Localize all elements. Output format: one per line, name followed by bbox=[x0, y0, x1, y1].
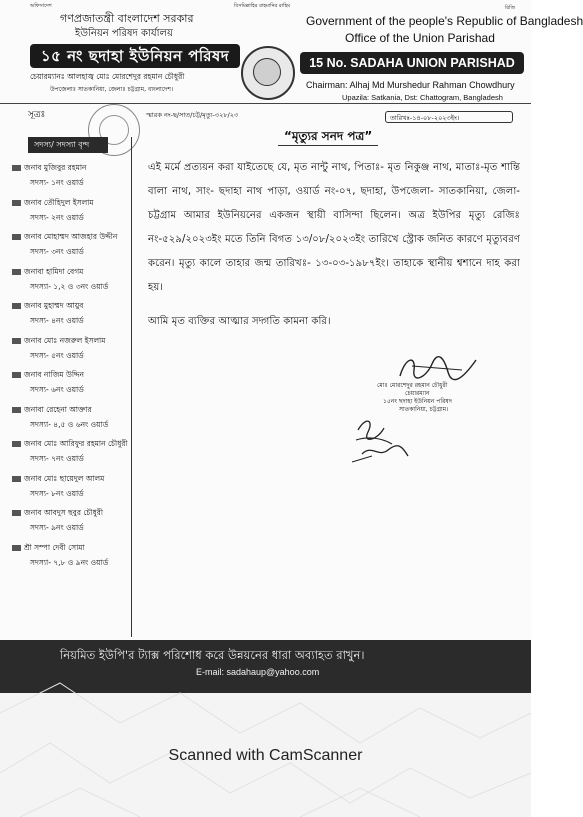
memo-number: স্মারক নং-ছ/সাত/চট্ট/মৃত্যু-৩২৮/২৩ bbox=[146, 111, 239, 119]
bullet-icon bbox=[12, 407, 21, 413]
member-name bbox=[12, 336, 105, 348]
member-name bbox=[12, 198, 94, 210]
member-entry bbox=[0, 198, 131, 233]
member-name-text: জনাব মোঃ নজরুল ইসলাম bbox=[24, 335, 106, 345]
member-name bbox=[12, 543, 85, 555]
member-name bbox=[12, 370, 84, 382]
certificate-closing: আমি মৃত ব্যক্তির আত্মার সদ্গতি কামনা করি। bbox=[148, 316, 331, 327]
member-name bbox=[12, 267, 83, 279]
member-ward: সদস্য- ৪নং ওয়ার্ড bbox=[30, 316, 84, 325]
member-name-text: জনাবা রেহেনা আক্তার bbox=[24, 404, 92, 414]
member-entry bbox=[0, 267, 131, 302]
member-name bbox=[12, 301, 83, 313]
member-entry bbox=[0, 508, 131, 543]
reference-label: সূত্রঃ bbox=[28, 110, 46, 120]
member-ward: সদস্য- ৯নং ওয়ার্ড bbox=[30, 523, 84, 532]
en-upazila-line: Upazila: Satkania, Dst: Chattogram, Bangladesh bbox=[342, 93, 503, 102]
member-name-text: শ্রী সম্পা দেবী সোমা bbox=[24, 542, 85, 552]
union-parishad-emblem-icon bbox=[241, 46, 295, 100]
member-name bbox=[12, 163, 87, 175]
bullet-icon bbox=[12, 338, 21, 344]
member-name bbox=[12, 232, 117, 244]
member-name-text: জনাব মোহাম্মদ আজহার উদ্দীন bbox=[24, 232, 118, 241]
certificate-body bbox=[148, 156, 520, 300]
members-list bbox=[0, 163, 131, 577]
member-entry bbox=[0, 543, 131, 578]
bn-office-title: ইউনিয়ন পরিষদ কার্যালয় bbox=[75, 28, 173, 39]
member-name-text: জনাব নাজিম উদ্দিন bbox=[24, 370, 84, 379]
member-name bbox=[12, 439, 128, 451]
member-name-text: জনাব মোঃ ছায়েদুল আলম bbox=[24, 473, 105, 483]
member-ward: সদস্যা- ৭,৮ ও ৯নং ওয়ার্ড bbox=[30, 557, 109, 567]
member-name bbox=[12, 508, 103, 520]
member-entry bbox=[0, 232, 131, 267]
signature-location: সাতকানিয়া, চট্টগ্রাম। bbox=[399, 406, 449, 413]
header-divider bbox=[0, 103, 531, 104]
member-entry bbox=[0, 439, 131, 474]
member-name bbox=[12, 405, 92, 417]
bullet-icon bbox=[12, 545, 21, 551]
issue-date: তারিখঃ-১৪-০৮-২০২৩ইং। bbox=[385, 111, 513, 123]
member-name-text: জনাব মুজিবুর রহমান bbox=[24, 163, 87, 172]
bullet-icon bbox=[12, 200, 21, 206]
bn-upazila-line: উপজেলাঃ সাতকানিয়া, জেলাঃ চট্টগ্রাম, বাংলাদেশ। bbox=[50, 86, 174, 93]
top-right-note: রিজি bbox=[505, 5, 516, 11]
member-name bbox=[12, 474, 104, 486]
member-entry bbox=[0, 370, 131, 405]
en-office-title: Office of the Union Parishad bbox=[345, 31, 495, 45]
member-ward: সদস্য- ৬নং ওয়ার্ড bbox=[30, 385, 84, 394]
certificate-body-text: এই মর্মে প্রত্যয়ন করা যাইতেছে যে, মৃত নান্টু নাথ, পিতাঃ- মৃত নিকুঞ্জ নাথ, মাতাঃ-মৃত শান্তি বালা নাথ, সাং- ছদাহা নাথ পাড়া, ওয়ার্ড নং-০৭, ছদাহা, উপজেলা- সাতকানিয়া, জেলা- চট্টগ্রাম আমার ইউনিয়নের একজন স্থায়ী বাসিন্দা ছিলেন। অত্র ইউপির মৃত্যু রেজিঃ নং-৫২৯/২০২৩ইং মতে তিনি বিগত ১৩/০৮/২০২৩ইং তারিখে স্ট্রোক জনিত কারণে মৃত্যুবরণ করেন। মৃত্যু কালে তাহার জন্ম তারিখঃ- ১৩-০৩-১৯৮৭ইং। তাহাকে স্থানীয় শ্বশানে দাহ করা হয়। bbox=[148, 162, 520, 293]
member-ward: সদস্য- ৮নং ওয়ার্ড bbox=[30, 488, 84, 498]
signature-union: ১৫নং ছদাহা ইউনিয়ন পরিষদ bbox=[383, 398, 452, 405]
member-entry bbox=[0, 163, 131, 198]
member-name-text: জনাবা হামিদা বেগম bbox=[24, 266, 84, 276]
members-header: সদস্য/ সদস্যা বৃন্দ bbox=[28, 137, 108, 153]
member-ward: সদস্যা- ১,২ ও ৩নং ওয়ার্ড bbox=[30, 281, 109, 291]
bullet-icon bbox=[12, 372, 21, 378]
bullet-icon bbox=[12, 234, 21, 240]
footer-email: E-mail: sadahaup@yahoo.com bbox=[196, 667, 320, 677]
member-ward: সদস্য- ৭নং ওয়ার্ড bbox=[30, 454, 84, 463]
member-name-text: জনাব মুহাম্মদ আয়ুব bbox=[24, 301, 84, 310]
member-entry bbox=[0, 405, 131, 440]
camscanner-watermark: Scanned with CamScanner bbox=[168, 747, 363, 764]
bismillah-text: বিসমিল্লাহির রাহমানির রাহিম bbox=[234, 3, 290, 9]
member-name-text: জনাব তৌহিদুল ইসলাম bbox=[24, 197, 94, 207]
bn-government-title: গণপ্রজাতন্ত্রী বাংলাদেশ সরকার bbox=[60, 12, 194, 25]
en-chairman-line: Chairman: Alhaj Md Murshedur Rahman Chowdhury bbox=[306, 80, 515, 90]
bullet-icon bbox=[12, 303, 21, 309]
bullet-icon bbox=[12, 510, 21, 516]
top-left-note: অফিসাদেশ bbox=[30, 3, 52, 9]
member-ward: সদস্য- ৫নং ওয়ার্ড bbox=[30, 350, 84, 360]
certificate-title: “মৃত্যুর সনদ পত্র” bbox=[278, 127, 378, 146]
initials-signature-icon bbox=[348, 410, 418, 470]
sidebar-divider bbox=[131, 137, 132, 637]
member-name-text: জনাব আবদুস ছবুর চৌধুরী bbox=[24, 508, 104, 517]
member-ward: সদস্য- ২নং ওয়ার্ড bbox=[30, 212, 84, 222]
chairman-signature-icon bbox=[392, 352, 482, 384]
en-government-title: Government of the people's Republic of Bangladesh bbox=[306, 14, 583, 28]
bullet-icon bbox=[12, 441, 21, 447]
member-ward: সদস্য- ১নং ওয়ার্ড bbox=[30, 178, 84, 187]
bn-chairman-line: চেয়ারম্যানঃ আলহাজ্ব মোঃ মোরশেদুর রহমান চৌধুরী bbox=[30, 72, 185, 81]
signature-name: মোঃ মোরশেদুর রহমান চৌধুরী bbox=[377, 382, 448, 389]
en-union-name-banner: 15 No. SADAHA UNION PARISHAD bbox=[300, 52, 524, 74]
footer-slogan: নিয়মিত ইউপি'র ট্যাক্স পরিশোধ করে উন্নয়নের ধারা অব্যাহত রাখুন। bbox=[60, 648, 365, 662]
bn-union-name-banner: ১৫ নং ছদাহা ইউনিয়ন পরিষদ bbox=[30, 44, 240, 68]
member-entry bbox=[0, 336, 131, 371]
member-entry bbox=[0, 474, 131, 509]
bullet-icon bbox=[12, 165, 21, 171]
member-ward: সদস্যা- ৪,৫ ও ৬নং ওয়ার্ড bbox=[30, 419, 109, 429]
member-ward: সদস্য- ৩নং ওয়ার্ড bbox=[30, 247, 84, 256]
member-entry bbox=[0, 301, 131, 336]
bullet-icon bbox=[12, 476, 21, 482]
member-name-text: জনাব মোঃ আরিফুর রহমান চৌধুরী bbox=[24, 439, 128, 448]
signature-title: চেয়ারম্যান bbox=[405, 390, 430, 397]
bullet-icon bbox=[12, 269, 21, 275]
